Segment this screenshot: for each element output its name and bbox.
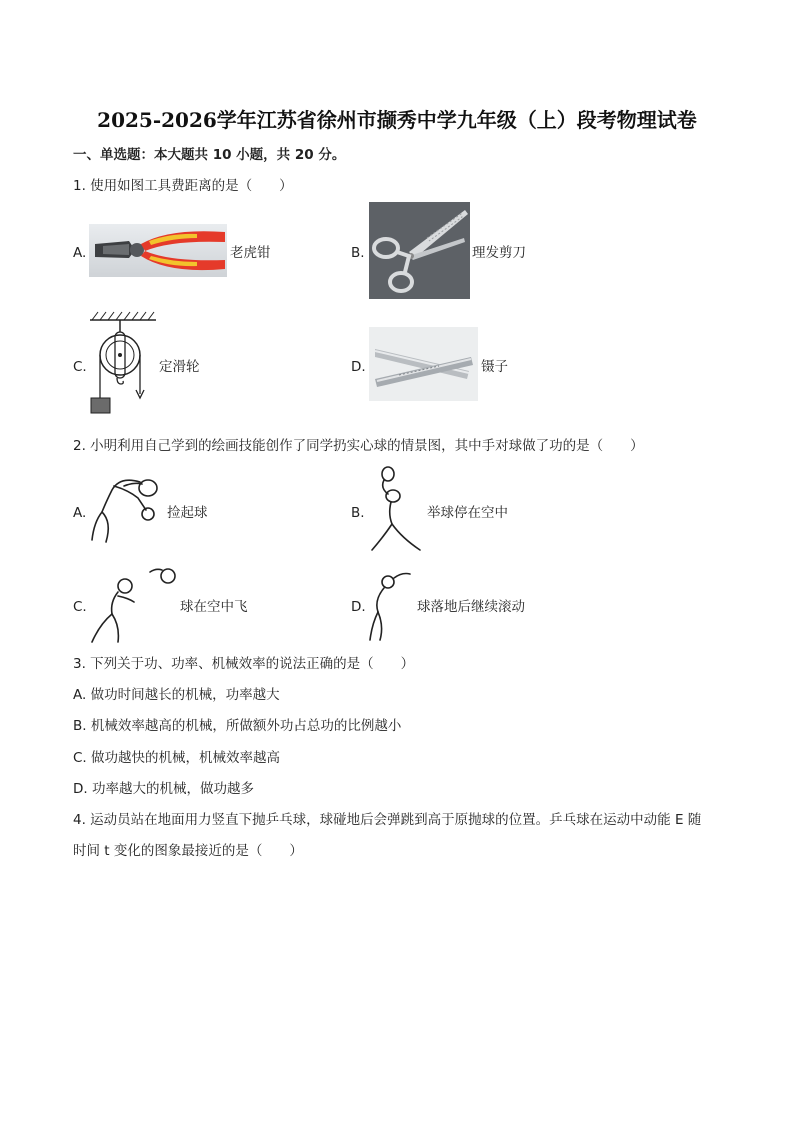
q2-option-d-letter: D.	[351, 599, 366, 615]
q3-option-b: B. 机械效率越高的机械，所做额外功占总功的比例越小	[73, 718, 402, 734]
q1-stem: 1. 使用如图工具费距离的是（ ）	[73, 178, 293, 194]
q4-stem-line2: 时间 t 变化的图象最接近的是（ ）	[73, 843, 303, 859]
figure-ball-rolling-drawing	[366, 570, 416, 642]
q2-option-c-letter: C.	[73, 599, 87, 615]
q2-option-a-letter: A.	[73, 505, 87, 521]
q3-option-a: A. 做功时间越长的机械，功率越大	[73, 687, 280, 703]
q2-stem: 2. 小明利用自己学到的绘画技能创作了同学扔实心球的情景图，其中手对球做了功的是（ ）	[73, 438, 644, 454]
q2-option-d-label: 球落地后继续滚动	[417, 599, 525, 615]
q2-option-b-label: 举球停在空中	[427, 505, 508, 521]
q2-option-b-letter: B.	[351, 505, 365, 521]
scissors-image	[369, 202, 470, 299]
figure-holding-ball-overhead-drawing	[366, 464, 426, 554]
exam-title: 2025-2026学年江苏省徐州市撷秀中学九年级（上）段考物理试卷	[97, 108, 697, 132]
q2-option-a-label: 捡起球	[167, 505, 208, 521]
q1-option-c-label: 定滑轮	[159, 359, 200, 375]
q1-option-b-label: 理发剪刀	[472, 245, 526, 261]
tweezers-image	[369, 327, 478, 401]
figure-picking-up-ball-drawing	[88, 470, 164, 544]
q1-option-c-letter: C.	[73, 359, 87, 375]
figure-ball-in-flight-drawing	[88, 562, 180, 644]
q4-stem-line1: 4. 运动员站在地面用力竖直下抛乒乓球，球碰地后会弹跳到高于原抛球的位置。乒乓球在运动中动能 E 随	[73, 812, 702, 828]
q1-option-a-letter: A.	[73, 245, 87, 261]
q1-option-d-label: 镊子	[481, 359, 508, 375]
q3-option-d: D. 功率越大的机械，做功越多	[73, 781, 254, 797]
q1-option-b-letter: B.	[351, 245, 365, 261]
section-heading: 一、单选题：本大题共 10 小题，共 20 分。	[73, 147, 346, 163]
q3-stem: 3. 下列关于功、功率、机械效率的说法正确的是（ ）	[73, 656, 415, 672]
fixed-pulley-diagram	[88, 310, 158, 416]
q1-option-d-letter: D.	[351, 359, 366, 375]
pliers-image	[89, 224, 227, 277]
q1-option-a-label: 老虎钳	[230, 245, 271, 261]
q2-option-c-label: 球在空中飞	[180, 599, 248, 615]
q3-option-c: C. 做功越快的机械，机械效率越高	[73, 750, 281, 766]
